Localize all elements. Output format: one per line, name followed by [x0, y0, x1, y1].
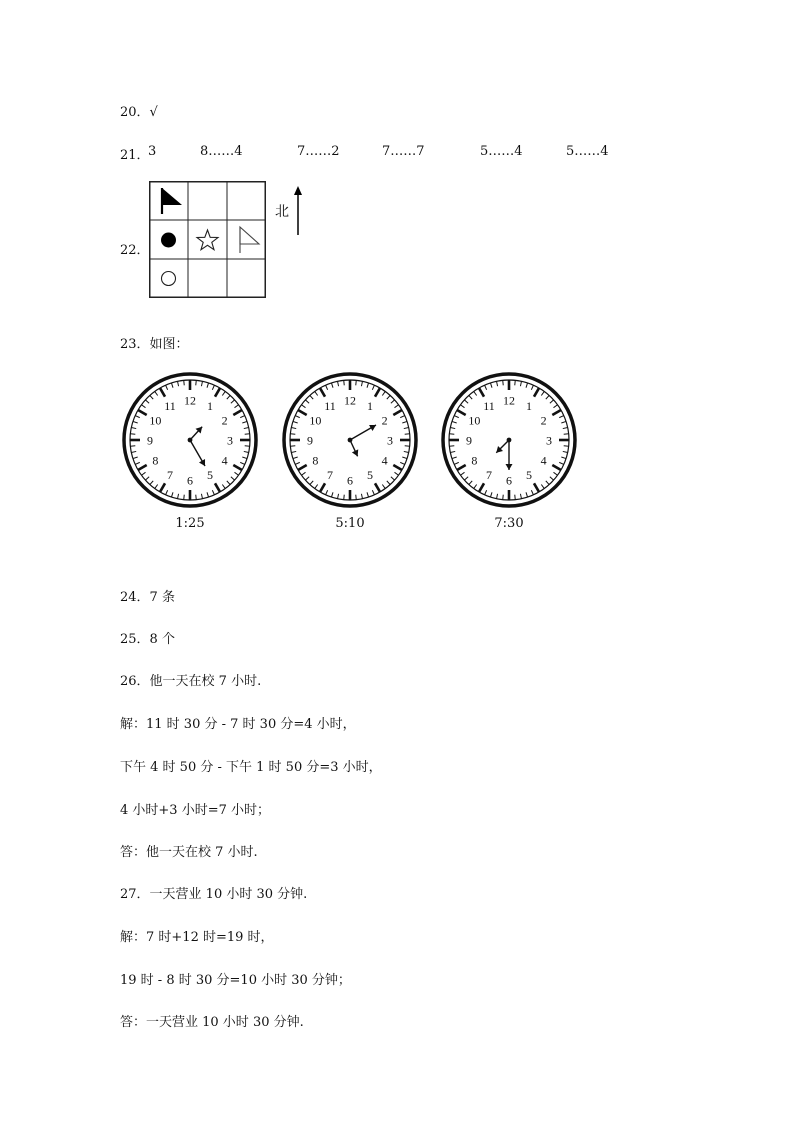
clock-numeral: 1 — [207, 398, 213, 413]
clock-numeral: 3 — [387, 433, 393, 448]
clock-numeral: 9 — [147, 433, 153, 448]
clock-numeral: 12 — [503, 393, 515, 408]
q20-line — [120, 101, 158, 120]
clock-numeral: 6 — [347, 473, 353, 488]
clock-numeral: 10 — [149, 413, 162, 428]
clock-numeral: 4 — [540, 453, 547, 468]
clock-numeral: 7 — [486, 468, 492, 483]
q24-line: 24．7 条 — [120, 590, 175, 605]
clock-numeral: 9 — [307, 433, 313, 448]
q27-line-2: 19 时 - 8 时 30 分=10 小时 30 分钟； — [120, 973, 351, 988]
star-icon — [197, 230, 218, 250]
clock-time-label: 1:25 — [175, 516, 205, 531]
q21-answer-3: 7……2 — [297, 144, 340, 159]
q27-title: 27．一天营业 10 小时 30 分钟. — [120, 887, 308, 902]
clock-numeral: 11 — [483, 398, 495, 413]
clock-numeral: 5 — [207, 468, 213, 483]
q21-answer-5: 5……4 — [480, 144, 523, 159]
q21-answer-4: 7……7 — [382, 144, 425, 159]
clock-numeral: 7 — [327, 468, 333, 483]
clock-numeral: 11 — [324, 398, 336, 413]
clock-time-label: 5:10 — [335, 516, 365, 531]
q21-answer-2: 8……4 — [200, 144, 243, 159]
clock-numeral: 2 — [221, 413, 228, 428]
q23-heading: 23．如图： — [120, 337, 189, 352]
q21-number: 21． — [120, 148, 150, 163]
q20-answer: √ — [149, 105, 158, 120]
clock-2 — [280, 370, 420, 540]
q25-line: 25．8 个 — [120, 632, 175, 647]
position-grid — [149, 181, 266, 298]
clock-numeral: 3 — [227, 433, 233, 448]
clock-numeral: 11 — [164, 398, 176, 413]
q22-number: 22． — [120, 243, 150, 258]
q26-line-2: 下午 4 时 50 分 - 下午 1 时 50 分=3 小时， — [120, 760, 382, 775]
clock-3 — [439, 370, 579, 540]
q26-line-1: 解：11 时 30 分 - 7 时 30 分=4 小时， — [120, 717, 356, 732]
clock-numeral: 9 — [466, 433, 472, 448]
q26-line-4: 答：他一天在校 7 小时. — [120, 845, 258, 860]
clock-numeral: 6 — [506, 473, 512, 488]
clock-numeral: 8 — [152, 453, 159, 468]
clock-1 — [120, 370, 260, 540]
q27-line-1: 解：7 时+12 时=19 时， — [120, 930, 274, 945]
clock-numeral: 12 — [344, 393, 356, 408]
clock-numeral: 6 — [187, 473, 193, 488]
clock-face — [280, 370, 420, 510]
q20-number: 20． — [120, 105, 150, 120]
clock-numeral: 1 — [526, 398, 532, 413]
clock-numeral: 5 — [367, 468, 373, 483]
q27-line-3: 答：一天营业 10 小时 30 分钟. — [120, 1015, 304, 1030]
clock-numeral: 7 — [167, 468, 173, 483]
clock-face — [439, 370, 579, 510]
dot-filled-icon — [161, 233, 176, 248]
clock-numeral: 10 — [309, 413, 322, 428]
clock-numeral: 12 — [184, 393, 196, 408]
clock-numeral: 2 — [381, 413, 388, 428]
flag-outline-icon — [240, 227, 259, 253]
clock-numeral: 5 — [526, 468, 532, 483]
flag-filled-icon — [162, 188, 182, 214]
north-label: 北 — [275, 204, 289, 220]
clock-numeral: 1 — [367, 398, 373, 413]
q21-answer-6: 5……4 — [566, 144, 609, 159]
clock-numeral: 4 — [221, 453, 228, 468]
north-arrow-icon — [292, 186, 304, 236]
clock-numeral: 3 — [546, 433, 552, 448]
q21-answer-1: 3 — [148, 144, 157, 159]
circle-outline-icon — [162, 272, 176, 286]
clock-numeral: 8 — [471, 453, 478, 468]
clock-numeral: 8 — [312, 453, 319, 468]
clock-numeral: 2 — [540, 413, 547, 428]
clock-numeral: 10 — [468, 413, 481, 428]
q26-title: 26．他一天在校 7 小时. — [120, 674, 262, 689]
clock-numeral: 4 — [381, 453, 388, 468]
clock-face — [120, 370, 260, 510]
q26-line-3: 4 小时+3 小时=7 小时； — [120, 803, 270, 818]
clock-time-label: 7:30 — [494, 516, 524, 531]
